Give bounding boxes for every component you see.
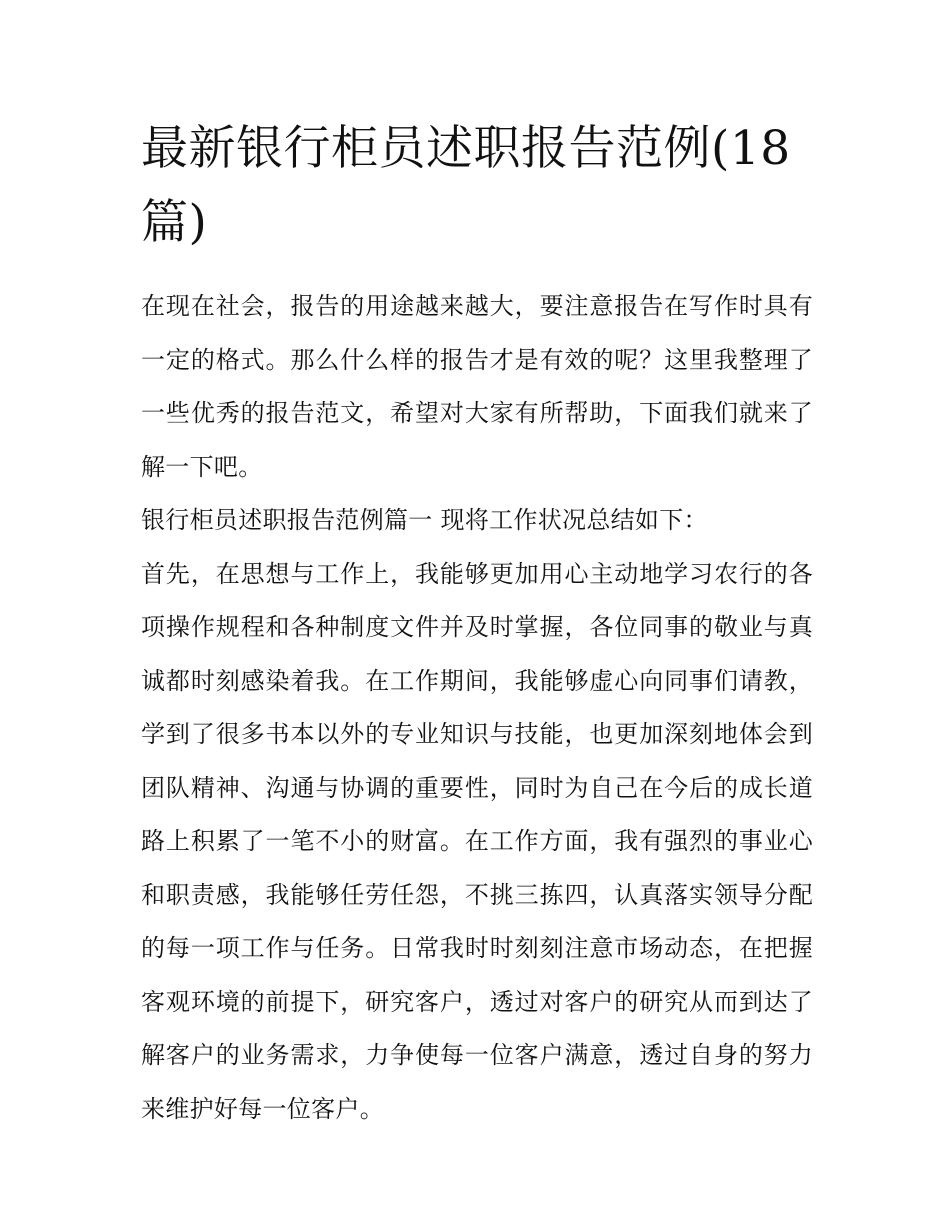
document-page bbox=[141, 112, 813, 1136]
section-heading-paragraph: 银行柜员述职报告范例篇一 现将工作状况总结如下： bbox=[141, 506, 708, 534]
intro-paragraph: 在现在社会，报告的用途越来越大，要注意报告在写作时具有一定的格式。那么什么样的报告才是有效的呢？这里我整理了一些优秀的报告范文，希望对大家有所帮助，下面我们就来了解一下吧。 bbox=[141, 292, 813, 481]
document-title: 最新银行柜员述职报告范例(18篇) bbox=[141, 121, 791, 250]
body-paragraph: 首先，在思想与工作上，我能够更加用心主动地学习农行的各项操作规程和各种制度文件并及时掌握，各位同事的敬业与真诚都时刻感染着我。在工作期间，我能够虚心向同事们请教，学到了很多书本以外的专业知识与技能，也更加深刻地体会到团队精神、沟通与协调的重要性，同时为自己在今后的成长道路上积累了一笔不小的财富。在工作方面，我有强烈的事业心和职责感，我能够任劳任怨，不挑三拣四，认真落实领导分配的每一项工作与任务。日常我时时刻刻注意市场动态，在把握客观环境的前提下，研究客户，透过对客户的研究从而到达了解客户的业务需求，力争使每一位客户满意，透过自身的努力来维护好每一位客户。 bbox=[141, 559, 813, 1123]
document-body bbox=[141, 280, 813, 1136]
